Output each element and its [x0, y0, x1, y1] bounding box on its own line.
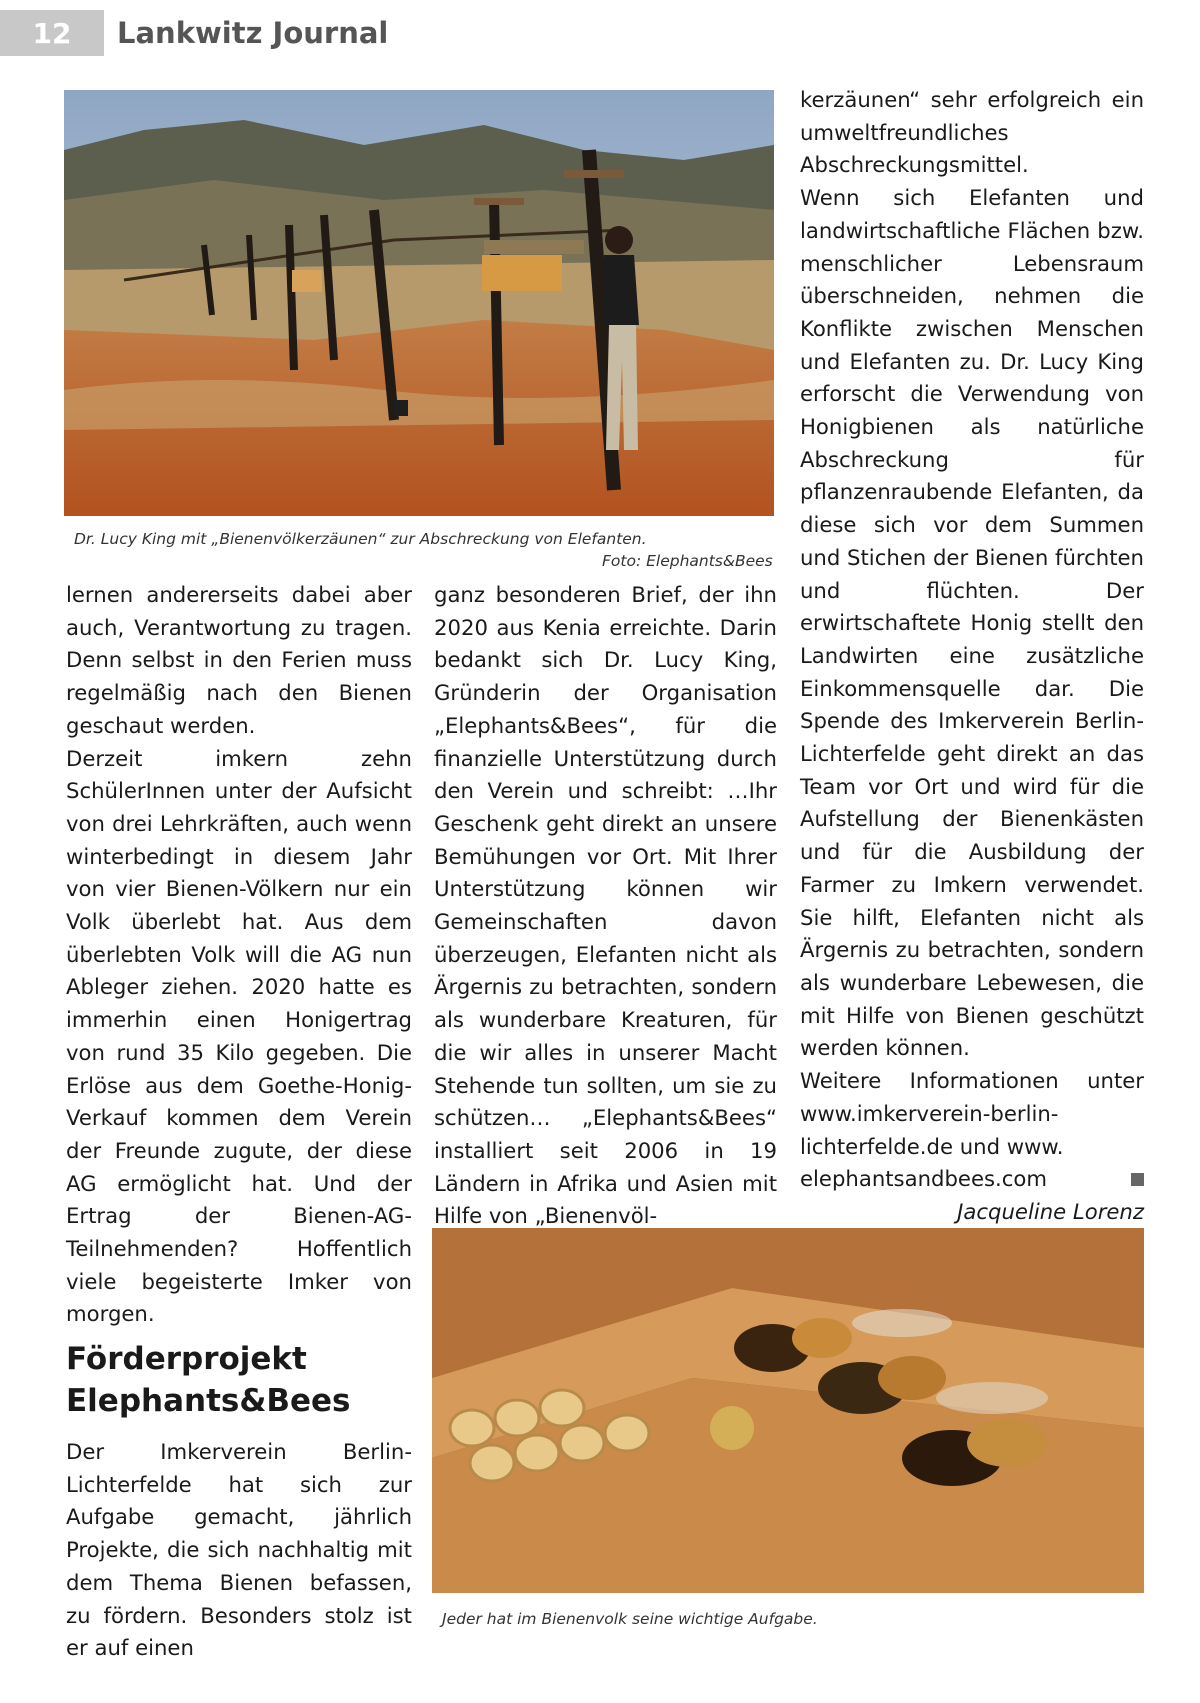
page-number: 12: [0, 10, 104, 56]
photo1-caption: Dr. Lucy King mit „Bienenvölkerzäunen“ zur Abschreckung von Elefanten.: [74, 530, 647, 548]
article-column-2: [434, 579, 777, 1233]
article-column-1: [66, 579, 412, 1331]
article-column-3: [800, 84, 1144, 1229]
article-column-1-bottom: [66, 1436, 412, 1665]
paragraph: lernen andererseits dabei aber auch, Verantwortung zu tragen. Denn selbst in den Ferien muss regelmäßig nach den Bienen geschaut werden.: [66, 582, 412, 738]
paragraph: Weitere Informationen unter www.imkerverein-berlin-lichterfelde.de und www.: [800, 1068, 1144, 1159]
bees-photo: [432, 1228, 1144, 1593]
paragraph: Der Imkerverein Berlin-Lichterfelde hat sich zur Aufgabe gemacht, jährlich Projekte, die sich nachhaltig mit dem Thema Bienen befassen, zu fördern. Besonders stolz ist er auf einen: [66, 1439, 412, 1661]
end-mark-icon: [1131, 1173, 1144, 1186]
section-heading: Förderprojekt Elephants&Bees: [66, 1341, 351, 1419]
paragraph: Wenn sich Elefanten und landwirtschaftliche Flächen bzw. menschlicher Lebensraum überschneiden, nehmen die Konflikte zwischen Menschen und Elefanten zu. Dr. Lucy King erforscht die Verwendung von Honigbienen als natürliche Abschreckung für pflanzenraubende Elefanten, da diese sich vor dem Summen und Stichen der Bienen fürchten und flüchten. Der erwirtschaftete Honig stellt den Landwirten eine zusätzliche Einkommensquelle dar. Die Spende des Imkerverein Berlin-Lichterfelde geht direkt an das Team vor Ort und wird für die Aufstellung der Bienenkästen und für die Ausbildung der Farmer zu Imkern verwendet. Sie hilft, Elefanten nicht als Ärgernis zu betrachten, sondern als wunderbare Lebewesen, die mit Hilfe von Bienen geschützt werden können.: [800, 185, 1144, 1061]
url-line: [800, 1163, 1144, 1196]
author-name: Jacqueline Lorenz: [957, 1198, 1144, 1224]
beehive-fence-photo: [64, 90, 774, 516]
website-link[interactable]: elephantsandbees.com: [800, 1166, 1047, 1192]
paragraph: Derzeit imkern zehn SchülerInnen unter der Aufsicht von drei Lehrkräften, auch wenn winterbedingt in diesem Jahr von vier Bienen-Völkern nur ein Volk überlebt hat. Aus dem überlebten Volk will die AG nun Ableger ziehen. 2020 hatte es immerhin einen Honigertrag von rund 35 Kilo gegeben. Die Erlöse aus dem Goethe-Honig-Verkauf kommen dem Verein der Freunde zugute, der diese AG ermöglicht hat. Und der Ertrag der Bienen-AG-Teilnehmenden? Hoffentlich viele begeisterte Imker von morgen.: [66, 745, 412, 1327]
journal-title: Lankwitz Journal: [117, 16, 389, 50]
paragraph: kerzäunen“ sehr erfolgreich ein umweltfreundliches Abschreckungsmittel.: [800, 87, 1144, 178]
paragraph: ganz besonderen Brief, der ihn 2020 aus Kenia erreichte. Darin bedankt sich Dr. Lucy King, Gründerin der Organisation „Elephants&Bees“, für die finanzielle Unterstützung durch den Verein und schreibt: …Ihr Geschenk geht direkt an unsere Bemühungen vor Ort. Mit Ihrer Unterstützung können wir Gemeinschaften davon überzeugen, Elefanten nicht als Ärgernis zu betrachten, sondern als wunderbare Kreaturen, für die wir alles in unserer Macht Stehende tun sollten, um sie zu schützen… „Elephants&Bees“ installiert seit 2006 in 19 Ländern in Afrika und Asien mit Hilfe von „Bienenvöl-: [434, 582, 777, 1229]
photo2-caption: Jeder hat im Bienenvolk seine wichtige Aufgabe.: [442, 1610, 818, 1628]
photo1-credit: Foto: Elephants&Bees: [602, 552, 773, 570]
